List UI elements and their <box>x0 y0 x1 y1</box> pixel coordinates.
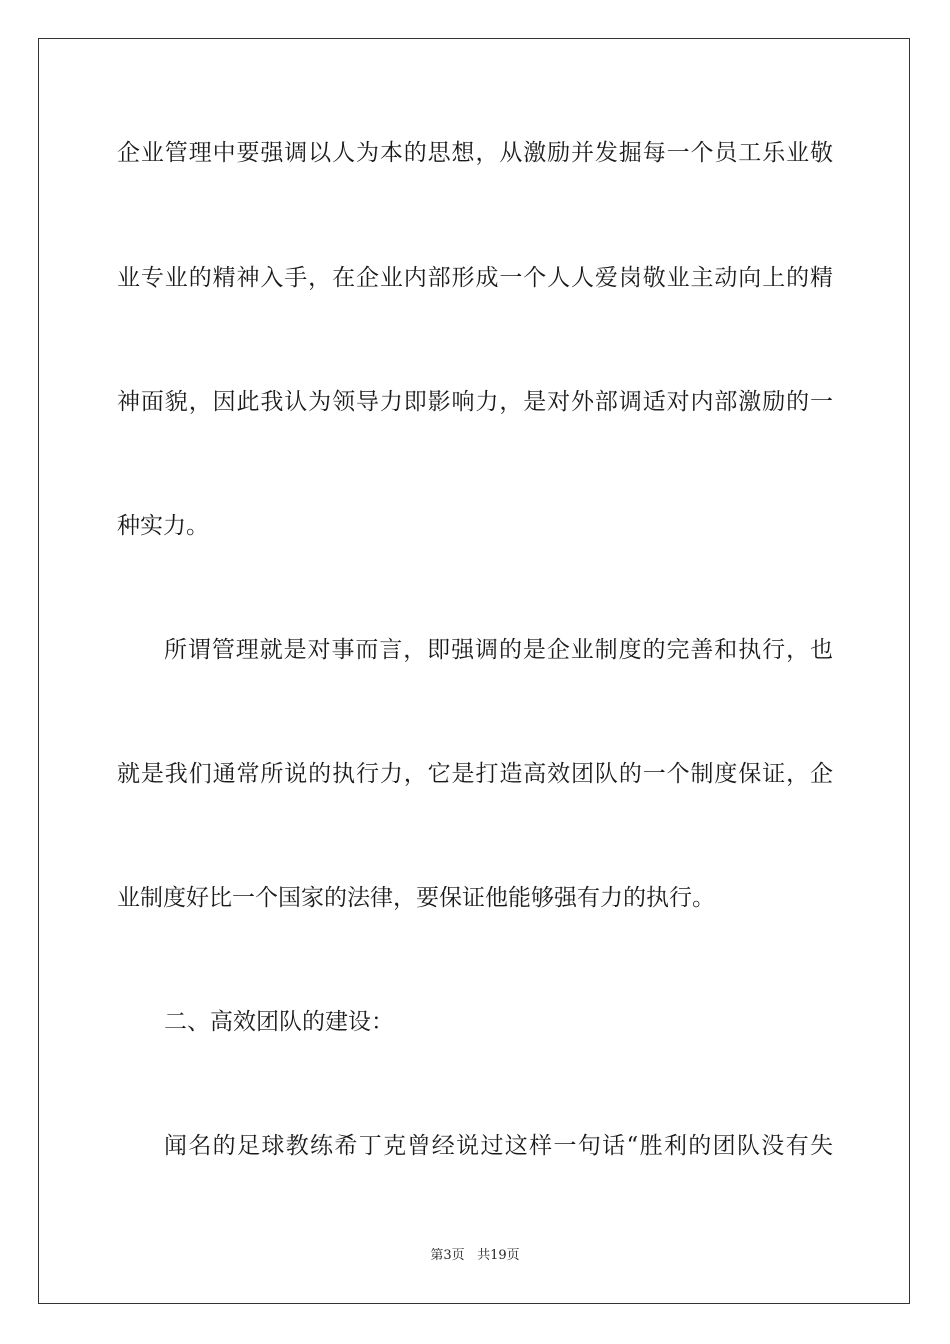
paragraph-line: 神面貌，因此我认为领导力即影响力，是对外部调适对内部激励的一 <box>117 389 833 415</box>
page-number: 第3页 <box>430 1248 465 1263</box>
section-heading: 二、高效团队的建设： <box>164 1009 394 1035</box>
paragraph-line: 所谓管理就是对事而言，即强调的是企业制度的完善和执行，也 <box>164 637 833 663</box>
paragraph-line: 业制度好比一个国家的法律，要保证他能够强有力的执行。 <box>117 885 715 911</box>
paragraph-line: 闻名的足球教练希丁克曾经说过这样一句话“胜利的团队没有失 <box>164 1133 833 1159</box>
paragraph-line: 就是我们通常所说的执行力，它是打造高效团队的一个制度保证，企 <box>117 761 833 787</box>
paragraph-line: 企业管理中要强调以人为本的思想，从激励并发掘每一个员工乐业敬 <box>117 140 833 166</box>
paragraph-line: 业专业的精神入手，在企业内部形成一个人人爱岗敬业主动向上的精 <box>117 265 833 291</box>
page-total: 共19页 <box>477 1248 520 1263</box>
page-footer <box>0 1247 950 1265</box>
paragraph-line: 种实力。 <box>117 513 209 539</box>
page-border <box>38 38 910 1304</box>
